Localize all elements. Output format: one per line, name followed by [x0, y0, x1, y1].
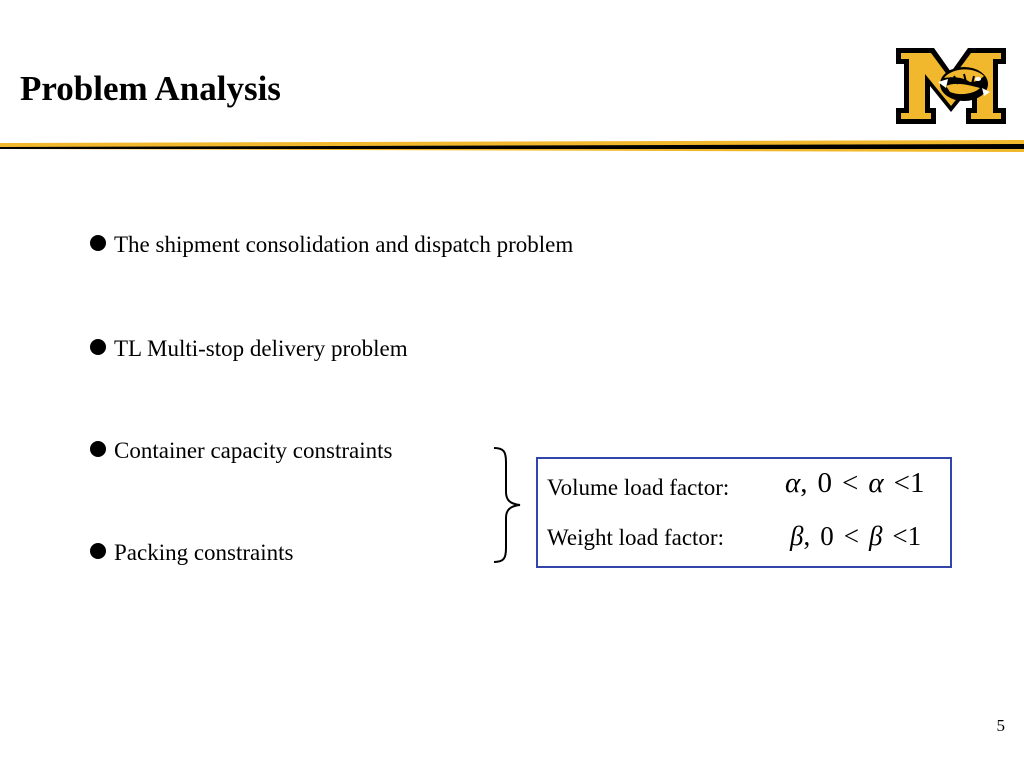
bullet-item: Container capacity constraints [90, 436, 392, 466]
bullet-item: Packing constraints [90, 538, 294, 568]
bullet-dot-icon [90, 441, 106, 457]
volume-load-factor-row [547, 475, 729, 501]
bullet-item: The shipment consolidation and dispatch problem [90, 230, 573, 260]
bullet-dot-icon [90, 543, 106, 559]
page-number: 5 [996, 716, 1005, 735]
volume-load-factor-label: Volume load factor: [547, 475, 730, 500]
right-brace-icon [490, 446, 524, 564]
title-divider-rule [0, 139, 1024, 153]
load-factor-box [536, 457, 952, 568]
volume-load-factor-formula: α, 0 < α <1 [785, 467, 925, 499]
bullet-item: TL Multi-stop delivery problem [90, 334, 408, 364]
slide-title: Problem Analysis [20, 69, 281, 108]
bullet-dot-icon [90, 235, 106, 251]
tiger-m-logo-icon [894, 46, 1008, 126]
weight-load-factor-formula: β, 0 < β <1 [790, 521, 922, 551]
weight-load-factor-row [547, 525, 724, 551]
weight-load-factor-label: Weight load factor: [547, 525, 724, 550]
bullet-dot-icon [90, 339, 106, 355]
